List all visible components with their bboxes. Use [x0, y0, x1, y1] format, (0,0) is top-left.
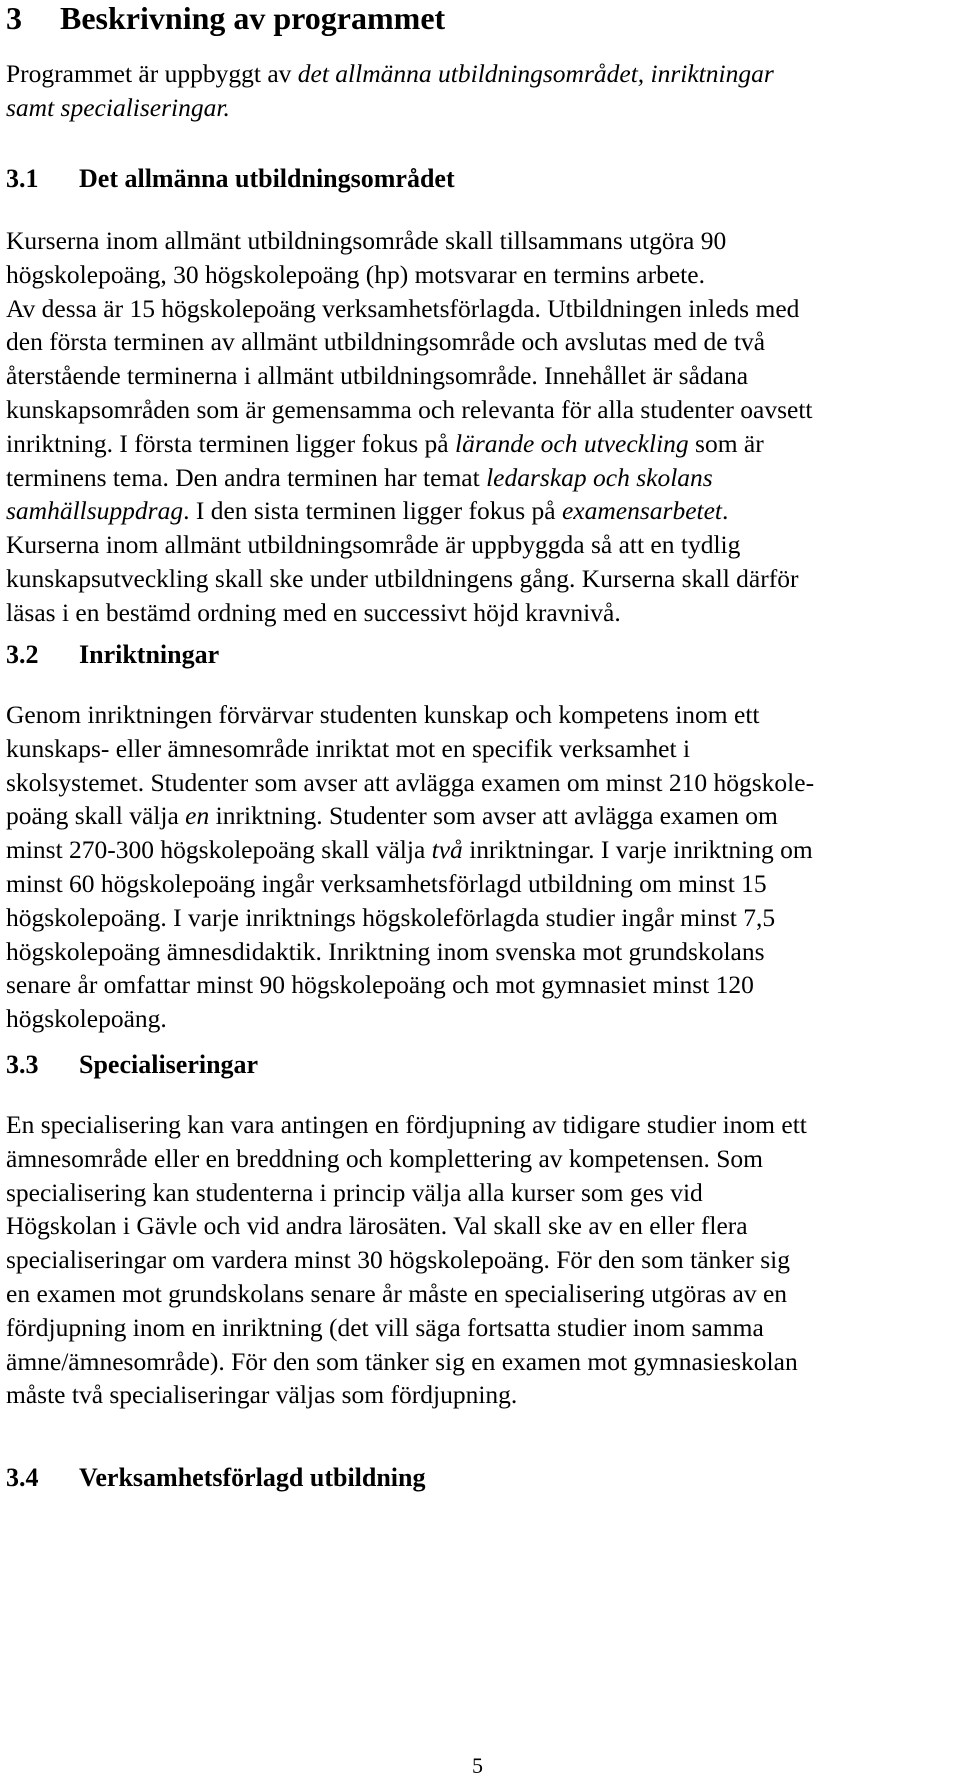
subsection-number: 3.1 — [6, 164, 39, 193]
text-run: kunskapsområden som är gemensamma och relevanta för alla studenter oavsett — [6, 394, 813, 424]
text-run: högskolepoäng. — [6, 1004, 167, 1034]
text-run: inriktning. I första terminen ligger fokus på — [6, 428, 455, 458]
text-run: Högskolan i Gävle och vid andra lärosäten. Val skall ske av en eller flera — [6, 1211, 748, 1241]
text-run: återstående terminerna i allmänt utbildningsområde. Innehållet är sådana — [6, 361, 749, 391]
text-line — [6, 292, 946, 326]
italic-text: ledarskap och skolans — [486, 462, 713, 492]
text-line — [6, 224, 946, 258]
section-heading — [6, 0, 445, 38]
text-run: högskolepoäng ämnesdidaktik. Inriktning inom svenska mot grundskolans — [6, 936, 765, 966]
text-run: kunskaps- eller ämnesområde inriktat mot en specifik verksamhet i — [6, 733, 691, 763]
text-run: skolsystemet. Studenter som avser att avlägga examen om minst 210 högskole- — [6, 767, 815, 797]
text-run: ämnesområde eller en breddning och komplettering av kompetensen. Som — [6, 1143, 763, 1173]
text-run: en examen mot grundskolans senare år måste en specialisering utgöras av en — [6, 1278, 788, 1308]
text-run: inriktningar. I varje inriktning om — [462, 835, 813, 865]
text-line — [6, 732, 946, 766]
text-run: specialisering kan studenterna i princip välja alla kurser som ges vid — [6, 1177, 703, 1207]
text-run: som är — [688, 428, 764, 458]
text-run: poäng skall välja — [6, 801, 186, 831]
text-run: specialiseringar om vardera minst 30 högskolepoäng. För den som tänker sig — [6, 1245, 790, 1275]
text-line — [6, 968, 946, 1002]
text-run: En specialisering kan vara antingen en fördjupning av tidigare studier inom ett — [6, 1110, 807, 1139]
subsection-title: Verksamhetsförlagd utbildning — [79, 1463, 426, 1492]
subsection-heading-3-2 — [6, 638, 219, 672]
italic-text: en — [185, 801, 210, 831]
italic-text: samt specialiseringar. — [6, 92, 230, 122]
text-run: läsas i en bestämd ordning med en successivt höjd kravnivå. — [6, 597, 621, 627]
text-line — [6, 1277, 946, 1311]
text-run: terminens tema. Den andra terminen har temat — [6, 462, 487, 492]
text-line — [6, 799, 946, 833]
text-line — [6, 562, 946, 596]
text-run: Av dessa är 15 högskolepoäng verksamhetsförlagda. Utbildningen inleds med — [6, 293, 800, 323]
text-line — [6, 528, 946, 562]
text-line — [6, 258, 946, 292]
text-line — [6, 1345, 946, 1379]
italic-text: två — [431, 835, 463, 865]
paragraph-3-1 — [6, 224, 946, 630]
text-run: Genom inriktningen förvärvar studenten kunskap och kompetens inom ett — [6, 700, 760, 729]
subsection-heading-3-1 — [6, 162, 455, 196]
text-line — [6, 461, 946, 495]
text-run: kunskapsutveckling skall ske under utbildningens gång. Kurserna skall därför — [6, 563, 799, 593]
subsection-title: Specialiseringar — [79, 1050, 259, 1079]
text-run: Kurserna inom allmänt utbildningsområde är uppbyggda så att en tydlig — [6, 530, 741, 560]
text-line — [6, 698, 946, 732]
intro-paragraph — [6, 57, 946, 125]
italic-text: lärande och utveckling — [454, 428, 689, 458]
italic-text: examensarbetet — [561, 496, 723, 526]
page-number: 5 — [472, 1753, 483, 1778]
paragraph-3-2 — [6, 698, 946, 1036]
text-line — [6, 1002, 946, 1036]
text-line — [6, 1378, 946, 1412]
subsection-number: 3.2 — [6, 640, 39, 669]
text-line — [6, 1108, 946, 1142]
text-run: minst 60 högskolepoäng ingår verksamhetsförlagd utbildning om minst 15 — [6, 868, 767, 898]
text-line — [6, 596, 946, 630]
text-run: måste två specialiseringar väljas som fördjupning. — [6, 1380, 518, 1410]
text-run: högskolepoäng. I varje inriktnings högskoleförlagda studier ingår minst 7,5 — [6, 902, 776, 932]
text-line — [6, 325, 946, 359]
text-run: fördjupning inom en inriktning (det vill säga fortsatta studier inom samma — [6, 1312, 764, 1342]
text-run: senare år omfattar minst 90 högskolepoäng och mot gymnasiet minst 120 — [6, 970, 754, 1000]
subsection-heading-3-3 — [6, 1048, 258, 1082]
text-line — [6, 1311, 946, 1345]
paragraph-3-3 — [6, 1108, 946, 1412]
text-run: den första terminen av allmänt utbildningsområde och avslutas med de två — [6, 327, 766, 357]
text-run: Kurserna inom allmänt utbildningsområde skall tillsammans utgöra 90 — [6, 226, 727, 255]
text-run: . I den sista terminen ligger fokus på — [183, 496, 562, 526]
text-line — [6, 935, 946, 969]
text-line — [6, 359, 946, 393]
text-line — [6, 901, 946, 935]
subsection-title: Inriktningar — [79, 640, 220, 669]
subsection-heading-3-4 — [6, 1461, 426, 1495]
text-line — [6, 1176, 946, 1210]
italic-text: samhällsuppdrag — [6, 496, 184, 526]
text-line — [6, 1243, 946, 1277]
text-line — [6, 494, 946, 528]
text-line — [6, 833, 946, 867]
text-line — [6, 766, 946, 800]
text-run: inriktning. Studenter som avser att avlägga examen om — [209, 801, 778, 831]
text-run: minst 270-300 högskolepoäng skall välja — [6, 835, 432, 865]
italic-text: det allmänna utbildningsområdet, inriktningar — [297, 59, 774, 88]
text-run: högskolepoäng, 30 högskolepoäng (hp) motsvarar en termins arbete. — [6, 259, 705, 289]
subsection-number: 3.3 — [6, 1050, 39, 1079]
section-number: 3 — [6, 0, 22, 36]
text-line — [6, 91, 946, 125]
text-line — [6, 57, 946, 91]
text-run: Programmet är uppbyggt av — [6, 59, 298, 88]
text-line — [6, 427, 946, 461]
text-run: . — [722, 496, 729, 526]
subsection-title: Det allmänna utbildningsområdet — [79, 164, 455, 193]
subsection-number: 3.4 — [6, 1463, 39, 1492]
text-line — [6, 1142, 946, 1176]
section-title: Beskrivning av programmet — [60, 0, 446, 36]
text-line — [6, 393, 946, 427]
text-line — [6, 1209, 946, 1243]
text-line — [6, 867, 946, 901]
text-run: ämne/ämnesområde). För den som tänker sig en examen mot gymnasieskolan — [6, 1346, 798, 1376]
